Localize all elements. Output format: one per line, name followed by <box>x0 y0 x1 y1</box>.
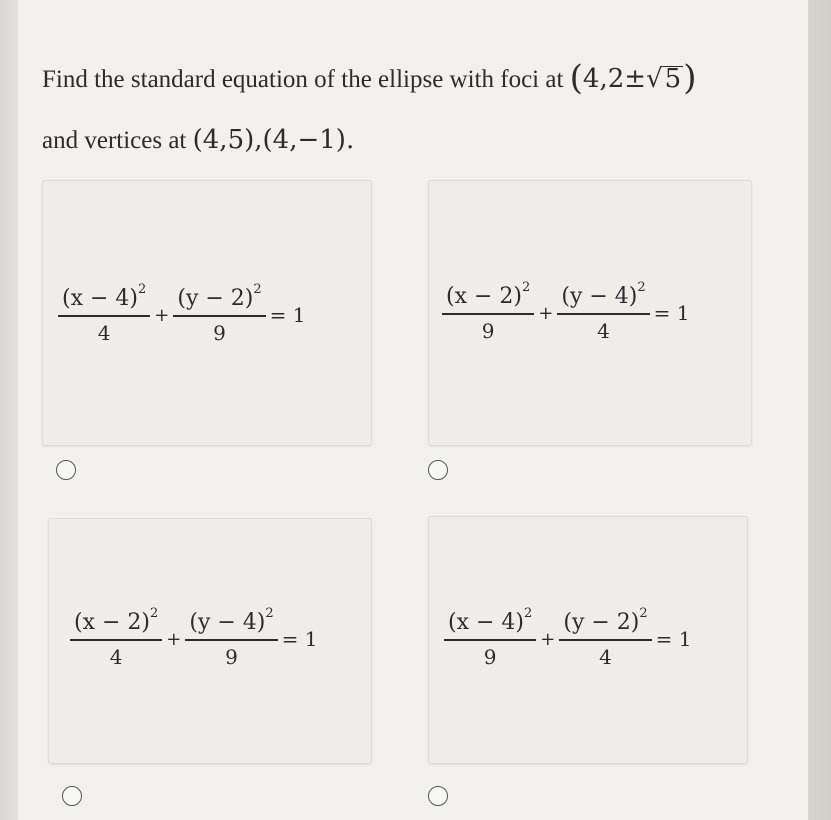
plus-sign: + <box>538 302 554 324</box>
denominator-y: 9 <box>225 644 238 669</box>
equals-one: = 1 <box>653 301 690 326</box>
question-line-1-text: Find the standard equation of the ellipse with foci at <box>42 66 564 93</box>
numerator-x <box>444 606 536 639</box>
numerator-x <box>58 282 150 315</box>
fraction-y <box>185 606 277 669</box>
vertices-expression: (4,5),(4,−1). <box>192 125 355 155</box>
question-line-2-text: and vertices at <box>42 127 187 154</box>
plus-sign: + <box>154 304 170 326</box>
question-line-1 <box>42 48 782 110</box>
numerator-y <box>557 280 649 313</box>
numerator-x-text: (x − 2) <box>446 284 522 309</box>
option-b-equation <box>442 280 690 343</box>
foci-coords: 4,2 <box>582 64 625 94</box>
option-d-equation <box>444 606 692 669</box>
fraction-y <box>559 606 651 669</box>
fraction-x <box>58 282 150 345</box>
option-a-equation <box>58 282 306 345</box>
fraction-x <box>444 606 536 669</box>
denominator-x: 9 <box>481 318 495 343</box>
exponent: 2 <box>253 282 262 297</box>
numerator-y-text: (y − 4) <box>561 284 638 309</box>
denominator-x: 9 <box>483 644 497 669</box>
option-c-radio[interactable] <box>62 786 82 806</box>
numerator-y <box>185 606 277 639</box>
numerator-x <box>442 280 534 313</box>
numerator-y-text: (y − 2) <box>177 286 254 311</box>
exponent: 2 <box>138 282 147 297</box>
equals-one: = 1 <box>269 303 306 328</box>
numerator-y-text: (y − 4) <box>189 610 266 635</box>
open-paren: ( <box>569 58 583 98</box>
numerator-y <box>559 606 651 639</box>
sqrt-argument: 5 <box>664 64 682 94</box>
plus-sign: + <box>166 628 182 650</box>
numerator-x-text: (x − 4) <box>448 610 524 635</box>
denominator-y: 4 <box>597 318 610 343</box>
exponent: 2 <box>524 606 533 621</box>
denominator-y: 9 <box>213 320 226 345</box>
denominator-x: 4 <box>109 644 123 669</box>
equals-one: = 1 <box>655 627 692 652</box>
exponent: 2 <box>637 280 646 295</box>
option-a-radio[interactable] <box>56 460 76 480</box>
fraction-y <box>173 282 265 345</box>
plus-sign: + <box>540 628 556 650</box>
question-text <box>42 48 782 171</box>
numerator-x-text: (x − 2) <box>74 610 150 635</box>
option-d-radio[interactable] <box>428 786 448 806</box>
option-c-equation <box>70 606 318 669</box>
exponent: 2 <box>639 606 648 621</box>
denominator-x: 4 <box>97 320 111 345</box>
exponent: 2 <box>150 606 159 621</box>
option-b-radio[interactable] <box>428 460 448 480</box>
fraction-x <box>70 606 162 669</box>
close-paren: ) <box>683 58 697 98</box>
numerator-x-text: (x − 4) <box>62 286 138 311</box>
question-line-2 <box>42 110 782 171</box>
exponent: 2 <box>522 280 531 295</box>
exponent: 2 <box>265 606 274 621</box>
equals-one: = 1 <box>281 627 318 652</box>
plus-minus: ± <box>624 64 647 94</box>
numerator-y-text: (y − 2) <box>563 610 640 635</box>
fraction-y <box>557 280 649 343</box>
fraction-x <box>442 280 534 343</box>
denominator-y: 4 <box>599 644 612 669</box>
foci-expression: (4,2±√5) <box>569 58 697 98</box>
numerator-x <box>70 606 162 639</box>
numerator-y <box>173 282 265 315</box>
